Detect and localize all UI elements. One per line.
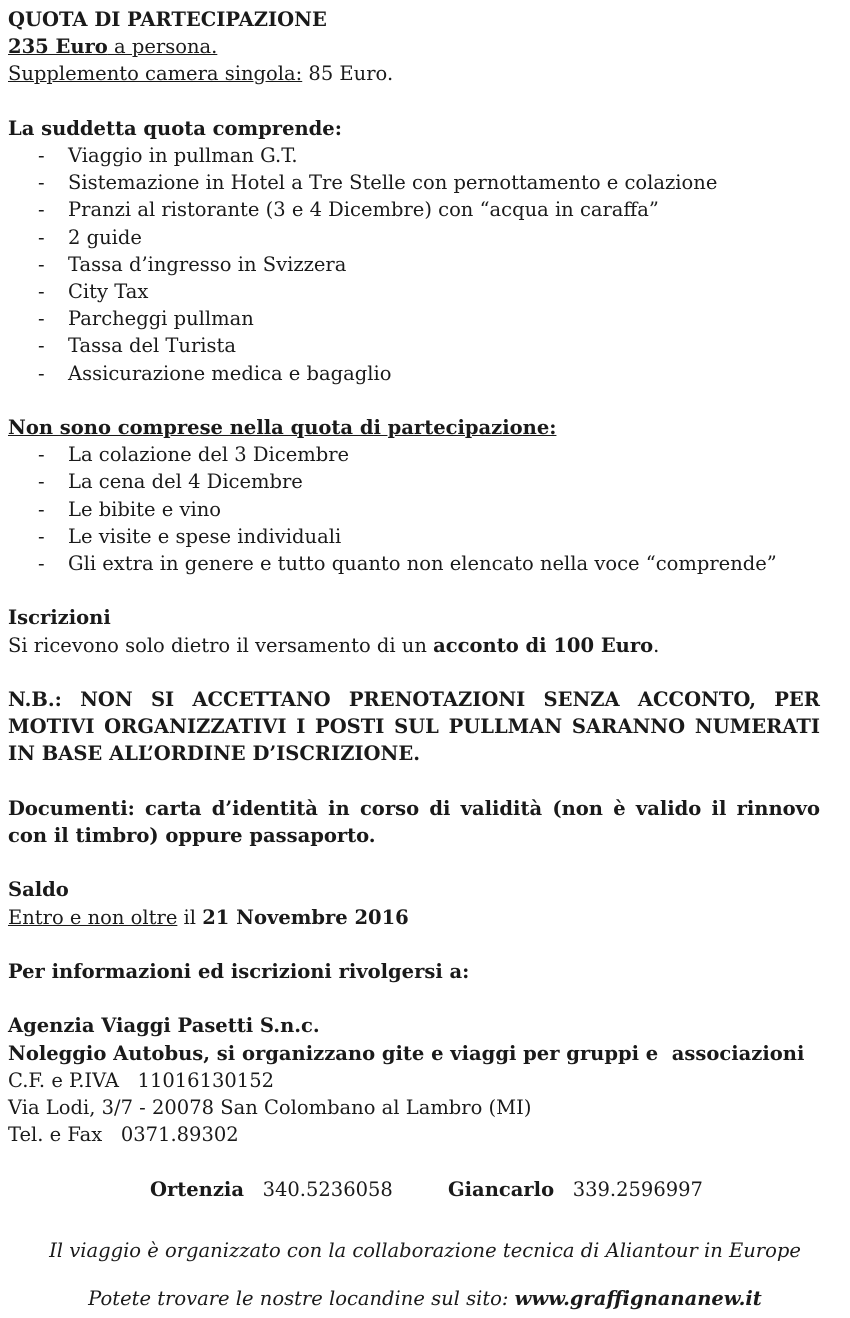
list-item: - Viaggio in pullman G.T. bbox=[8, 142, 820, 169]
list-item: - La colazione del 3 Dicembre bbox=[8, 441, 820, 468]
quota-heading: QUOTA DI PARTECIPAZIONE bbox=[8, 8, 327, 31]
agency-vat: C.F. e P.IVA 11016130152 bbox=[8, 1068, 275, 1092]
dash-bullet: - bbox=[38, 198, 45, 222]
agency-address: Via Lodi, 3/7 - 20078 San Colombano al Lambro (MI) bbox=[8, 1096, 532, 1119]
dash-bullet: - bbox=[38, 307, 45, 331]
website-note: Potete trovare le nostre locandine sul sito: www.graffignananew.it bbox=[88, 1287, 762, 1310]
dash-bullet: - bbox=[38, 497, 45, 521]
iscrizioni-text: Si ricevono solo dietro il versamento di un acconto di 100 Euro. bbox=[8, 633, 660, 657]
iscrizioni-section bbox=[8, 604, 820, 658]
dash-bullet: - bbox=[38, 252, 45, 276]
agency-phone: Tel. e Fax 0371.89302 bbox=[8, 1123, 239, 1147]
single-room-label: Supplemento camera singola: bbox=[8, 62, 303, 86]
list-item: - Le bibite e vino bbox=[8, 496, 820, 523]
excluded-section bbox=[8, 414, 820, 577]
list-item: - Tassa d’ingresso in Svizzera bbox=[8, 251, 820, 278]
excluded-list bbox=[8, 441, 820, 577]
quota-section bbox=[8, 6, 820, 88]
list-item: - Pranzi al ristorante (3 e 4 Dicembre) con “acqua in caraffa” bbox=[8, 196, 820, 223]
nb-notice: N.B.: NON SI ACCETTANO PRENOTAZIONI SENZA ACCONTO, PER MOTIVI ORGANIZZATIVI I POSTI SUL PULLMAN SARANNO NUMERATI IN BASE ALL’ORDINE D’ISCRIZIONE. bbox=[8, 688, 820, 766]
document-body bbox=[8, 6, 820, 1148]
dash-bullet: - bbox=[38, 361, 45, 385]
price-line bbox=[8, 33, 820, 60]
contact-giancarlo: Giancarlo 339.2596997 bbox=[448, 1178, 703, 1201]
contact-phone: 339.2596997 bbox=[572, 1178, 703, 1201]
list-item: - City Tax bbox=[8, 278, 820, 305]
price-amount: 235 Euro bbox=[8, 35, 108, 59]
dash-bullet: - bbox=[38, 470, 45, 494]
website-link[interactable]: www.graffignananew.it bbox=[514, 1287, 762, 1310]
list-item: - Sistemazione in Hotel a Tre Stelle con pernottamento e colazione bbox=[8, 169, 820, 196]
list-item: - Assicurazione medica e bagaglio bbox=[8, 360, 820, 387]
contact-phone: 340.5236058 bbox=[262, 1178, 393, 1201]
included-section bbox=[8, 115, 820, 387]
deadline-date: 21 Novembre 2016 bbox=[202, 905, 409, 929]
list-item: - 2 guide bbox=[8, 224, 820, 251]
dash-bullet: - bbox=[38, 524, 45, 548]
dash-bullet: - bbox=[38, 443, 45, 467]
iscrizioni-heading: Iscrizioni bbox=[8, 606, 111, 630]
dash-bullet: - bbox=[38, 280, 45, 304]
info-heading: Per informazioni ed iscrizioni rivolgersi a: bbox=[8, 960, 470, 983]
agency-tagline: Noleggio Autobus, si organizzano gite e viaggi per gruppi e associazioni bbox=[8, 1041, 805, 1065]
single-room-value: 85 Euro. bbox=[302, 62, 394, 86]
included-heading: La suddetta quota comprende: bbox=[8, 116, 342, 140]
dash-bullet: - bbox=[38, 334, 45, 358]
list-item: - La cena del 4 Dicembre bbox=[8, 468, 820, 495]
saldo-heading: Saldo bbox=[8, 878, 69, 902]
excluded-heading: Non sono comprese nella quota di partecipazione: bbox=[8, 416, 557, 440]
list-item: - Parcheggi pullman bbox=[8, 305, 820, 332]
dash-bullet: - bbox=[38, 552, 45, 576]
price-suffix: a persona. bbox=[107, 35, 218, 59]
list-item: - Le visite e spese individuali bbox=[8, 523, 820, 550]
agency-name: Agenzia Viaggi Pasetti S.n.c. bbox=[8, 1014, 320, 1038]
saldo-section bbox=[8, 876, 820, 930]
saldo-deadline: Entro e non oltre il 21 Novembre 2016 bbox=[8, 905, 409, 929]
dash-bullet: - bbox=[38, 225, 45, 249]
included-list bbox=[8, 142, 820, 387]
single-room-line bbox=[8, 60, 820, 87]
documents-notice: Documenti: carta d’identità in corso di validità (non è valido il rinnovo con il timbro) oppure passaporto. bbox=[8, 796, 820, 848]
collaboration-note: Il viaggio è organizzato con la collaborazione tecnica di Aliantour in Europe bbox=[49, 1239, 801, 1262]
list-item: - Tassa del Turista bbox=[8, 332, 820, 359]
dash-bullet: - bbox=[38, 144, 45, 167]
agency-block bbox=[8, 1012, 820, 1148]
dash-bullet: - bbox=[38, 171, 45, 195]
contact-ortenzia: Ortenzia 340.5236058 bbox=[150, 1178, 393, 1201]
list-item: - Gli extra in genere e tutto quanto non elencato nella voce “comprende” bbox=[8, 550, 820, 577]
deposit-amount: acconto di 100 Euro bbox=[433, 633, 654, 657]
